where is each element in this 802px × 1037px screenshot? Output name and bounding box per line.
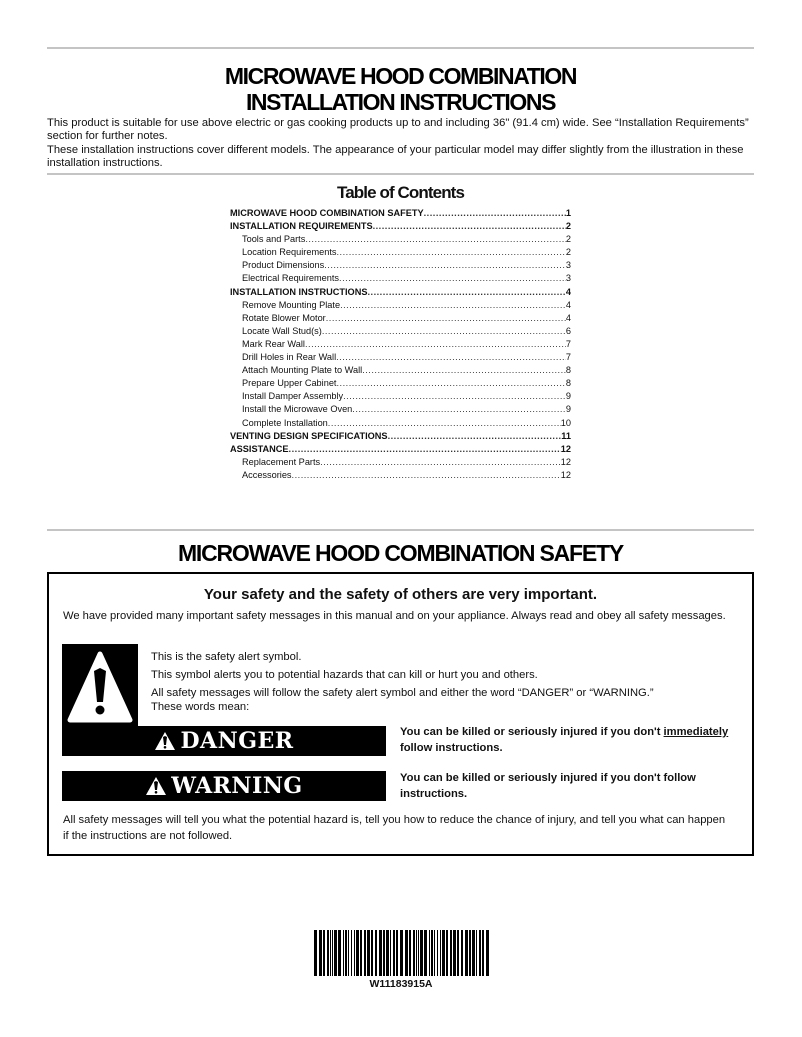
toc-entry [230,233,571,246]
barcode-bar [330,930,331,976]
toc-leader-dots [326,312,566,325]
barcode-bar [356,930,359,976]
toc-entry [230,364,571,377]
barcode-bar [332,930,333,976]
toc-leader-dots [340,299,566,312]
toc-entry [230,377,571,390]
document-title [47,63,754,115]
intro-paragraph-1: This product is suitable for use above electric or gas cooking products up to and including 36" (91.4 cm) wide. See “Installation Requirements” section for further notes. [47,117,749,143]
toc-entry-label: Location Requirements [242,247,337,258]
safety-footer: All safety messages will tell you what the potential hazard is, tell you how to reduce the chance of injury, and tell you what can happen if the instructions are not followed. [63,814,726,842]
toc-entry-label: Complete Installation [242,417,328,428]
barcode-bar [469,930,471,976]
toc-entry-label: MICROWAVE HOOD COMBINATION SAFETY [230,208,424,218]
danger-desc-emphasis: immediately [663,726,729,738]
barcode-bar [461,930,463,976]
toc-entry-label: INSTALLATION INSTRUCTIONS [230,286,368,297]
barcode-bar [479,930,481,976]
barcode-bar [338,930,341,976]
warning-signal-word [62,771,386,801]
toc-leader-dots [305,233,566,246]
safety-rule [47,529,754,531]
barcode-bar [472,930,475,976]
barcode-bar [405,930,408,976]
toc-entry-label: Locate Wall Stud(s) [242,325,322,336]
barcode-bar [383,930,385,976]
toc-entry-label: Remove Mounting Plate [242,299,341,310]
safety-alert-icon [62,644,138,732]
barcode-number: W11183915A [369,978,433,990]
toc-entry [230,443,571,456]
toc-entry [230,299,571,312]
barcode-bar [375,930,377,976]
barcode-bar [393,930,395,976]
barcode-bar [442,930,445,976]
toc-entry [230,338,571,351]
toc-leader-dots [339,272,566,285]
warning-description: You can be killed or seriously injured if you don't follow instructions. [400,772,696,800]
warning-label: WARNING [171,773,303,799]
barcode-bar [327,930,329,976]
toc-entry-page: 4 [565,312,571,323]
barcode-bar [457,930,459,976]
barcode-bar [465,930,468,976]
toc-leader-dots [320,456,561,469]
toc-entry-page: 2 [565,221,571,232]
toc-entry-page: 6 [565,325,571,336]
toc-entry [230,469,571,482]
toc-entry-label: Tools and Parts [242,234,306,245]
toc-rule [47,173,754,175]
danger-label: DANGER [180,728,294,754]
toc-leader-dots [305,338,566,351]
barcode [312,930,490,976]
safety-box [47,572,754,856]
symbol-line-3: All safety messages will follow the safety alert symbol and either the word “DANGER” or “WARNING.” [151,687,654,699]
danger-signal-word [62,726,386,756]
toc-entry-label: Attach Mounting Plate to Wall [242,365,363,376]
toc-leader-dots [373,220,566,233]
title-line-1: MICROWAVE HOOD COMBINATION [224,63,577,89]
barcode-bar [367,930,370,976]
safety-intro: We have provided many important safety messages in this manual and on your appliance. Always read and obey all safety messages. [63,610,726,622]
toc-entry [230,430,571,443]
toc-leader-dots [362,364,566,377]
barcode-bar [413,930,415,976]
toc-entry-page: 4 [565,299,571,310]
toc-entry-label: Rotate Blower Motor [242,312,326,323]
barcode-bar [420,930,423,976]
toc-entry-page: 8 [565,365,571,376]
barcode-bar [343,930,344,976]
barcode-bar [429,930,430,976]
toc-entry [230,246,571,259]
barcode-bar [476,930,477,976]
toc-entry-label: Install Damper Assembly [242,391,344,402]
toc-entry-page: 7 [565,338,571,349]
barcode-bar [486,930,489,976]
toc-leader-dots [289,443,561,456]
toc-entry-page: 7 [565,352,571,363]
toc-leader-dots [388,430,562,443]
barcode-bar [371,930,373,976]
barcode-bar [348,930,349,976]
barcode-bar [440,930,441,976]
toc-leader-dots [367,286,565,299]
barcode-bar [400,930,403,976]
toc-entry [230,220,571,233]
toc-entry-label: INSTALLATION REQUIREMENTS [230,221,373,232]
toc-leader-dots [336,246,565,259]
barcode-bar [482,930,484,976]
toc-entry-label: Prepare Upper Cabinet [242,378,337,389]
toc-title: Table of Contents [337,183,464,202]
barcode-bar [386,930,389,976]
barcode-bar [390,930,391,976]
safety-heading: Your safety and the safety of others are very important. [203,586,598,603]
barcode-bar [424,930,427,976]
toc-leader-dots [292,469,561,482]
toc-entry-page: 10 [560,417,571,428]
toc-entry-page: 11 [561,430,571,441]
toc-entry [230,312,571,325]
table-of-contents [230,207,571,482]
intro-text [47,117,754,171]
barcode-bar [360,930,362,976]
toc-entry-page: 8 [565,378,571,389]
toc-entry-page: 12 [560,456,571,467]
toc-entry [230,456,571,469]
barcode-bar [450,930,452,976]
symbol-line-2: This symbol alerts you to potential hazards that can kill or hurt you and others. [151,669,538,681]
toc-entry-label: Replacement Parts [242,456,321,467]
safety-section-title: MICROWAVE HOOD COMBINATION SAFETY [177,540,624,566]
danger-desc-text-end: follow instructions. [400,742,503,754]
symbol-line-1: This is the safety alert symbol. [151,651,302,663]
toc-entry-page: 3 [565,260,571,271]
toc-entry-label: Drill Holes in Rear Wall [242,352,337,363]
danger-alert-icon [154,731,176,751]
barcode-bar [446,930,448,976]
toc-leader-dots [336,377,565,390]
intro-paragraph-2: These installation instructions cover different models. The appearance of your particular model may differ slightly from the illustration in these installation instructions. [47,143,744,170]
toc-leader-dots [343,390,566,403]
symbol-line-4: These words mean: [151,701,250,713]
toc-entry-label: Install the Microwave Oven [242,404,353,415]
top-rule [47,47,754,49]
toc-entry-page: 4 [565,286,571,297]
toc-entry-label: VENTING DESIGN SPECIFICATIONS [230,430,388,441]
toc-entry-label: Electrical Requirements [242,273,340,284]
barcode-bar [416,930,417,976]
toc-leader-dots [324,259,566,272]
toc-entry-page: 9 [565,391,571,402]
toc-entry [230,272,571,285]
barcode-bar [345,930,347,976]
toc-entry [230,259,571,272]
barcode-bar [354,930,355,976]
barcode-bar [418,930,419,976]
toc-entry [230,207,571,220]
barcode-bar [319,930,322,976]
barcode-bar [379,930,382,976]
barcode-bar [434,930,435,976]
toc-entry [230,390,571,403]
danger-description [400,724,750,756]
toc-entry-page: 9 [565,404,571,415]
barcode-bar [453,930,456,976]
toc-leader-dots [336,351,566,364]
barcode-bar [437,930,438,976]
toc-entry-page: 12 [560,443,571,454]
toc-leader-dots [322,325,566,338]
barcode-bar [334,930,337,976]
toc-entry-label: Accessories [242,469,292,480]
toc-leader-dots [352,403,566,416]
toc-entry-label: Mark Rear Wall [242,338,305,349]
toc-entry-page: 12 [560,469,571,480]
toc-entry [230,325,571,338]
warning-alert-icon [145,776,167,796]
title-line-2: INSTALLATION INSTRUCTIONS [245,89,556,115]
toc-entry [230,351,571,364]
toc-entry-page: 2 [565,234,571,245]
barcode-bar [351,930,352,976]
toc-entry [230,403,571,416]
toc-leader-dots [424,207,566,220]
barcode-bar [323,930,325,976]
toc-entry-page: 3 [565,273,571,284]
barcode-bar [409,930,411,976]
barcode-bar [314,930,317,976]
barcode-bar [396,930,398,976]
danger-desc-text: You can be killed or seriously injured if you don't [400,726,664,738]
barcode-bar [364,930,366,976]
toc-entry [230,286,571,299]
toc-entry-label: ASSISTANCE [230,443,289,454]
toc-entry-page: 2 [565,247,571,258]
toc-entry-label: Product Dimensions [242,260,325,271]
toc-entry-page: 1 [565,208,571,218]
barcode-bar [431,930,433,976]
toc-entry [230,417,571,430]
toc-leader-dots [328,417,561,430]
